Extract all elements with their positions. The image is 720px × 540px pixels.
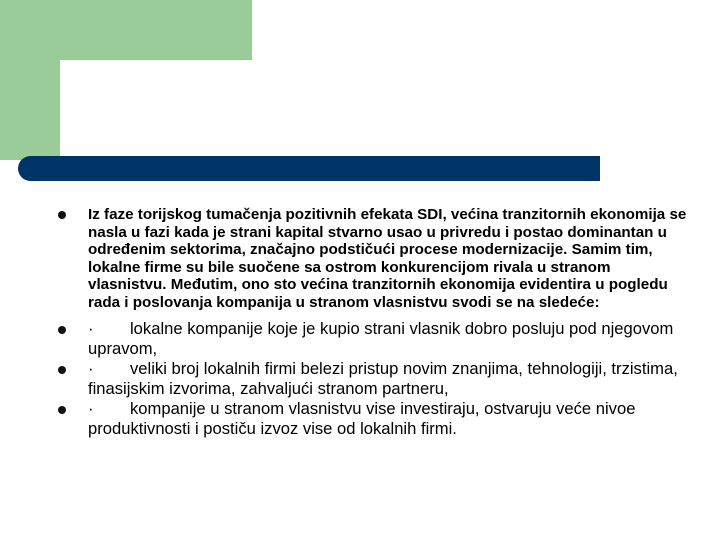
middle-dot-marker: · bbox=[88, 399, 94, 418]
bullet-text: lokalne kompanije koje je kupio strani vlasnik dobro posluju pod njegovom upravom, bbox=[88, 319, 674, 358]
bullet-dot-icon bbox=[58, 406, 66, 414]
bullet-item bbox=[58, 399, 688, 439]
middle-dot-marker: · bbox=[88, 319, 94, 338]
bullet-text: kompanije u stranom vlasnistvu vise investiraju, ostvaruju veće nivoe produktivnosti i postiču izvoz vise od lokalnih firmi. bbox=[88, 399, 636, 438]
bullet-text: Iz faze torijskog tumačenja pozitivnih efekata SDI, većina tranzitornih ekonomija se nasla u fazi kada je strani kapital stvarno usao u privredu i postao dominantan u određenim sektorima, značajno podstičući procese modernizacije. Samim tim, lokalne firme su bile suočene sa ostrom konkurencijom rivala u stranom vlasnistvu. Međutim, ono sto većina tranzitornih ekonomija evidentira u pogledu rada i poslovanja kompanija u stranom vlasnistvu svodi se na sledeće: bbox=[88, 206, 687, 311]
slide-content bbox=[58, 206, 688, 439]
bullet-dot-icon bbox=[58, 326, 66, 334]
bullet-dot-icon bbox=[58, 366, 66, 374]
bullet-item bbox=[58, 359, 688, 399]
middle-dot-marker: · bbox=[88, 359, 94, 378]
bullet-item bbox=[58, 206, 688, 311]
title-bar bbox=[18, 156, 600, 181]
bullet-text: veliki broj lokalnih firmi belezi pristup novim znanjima, tehnologiji, trzistima, finasijskim izvorima, zahvaljući stranom partneru, bbox=[88, 359, 678, 398]
bullet-item bbox=[58, 319, 688, 359]
bullet-dot-icon bbox=[58, 211, 66, 219]
